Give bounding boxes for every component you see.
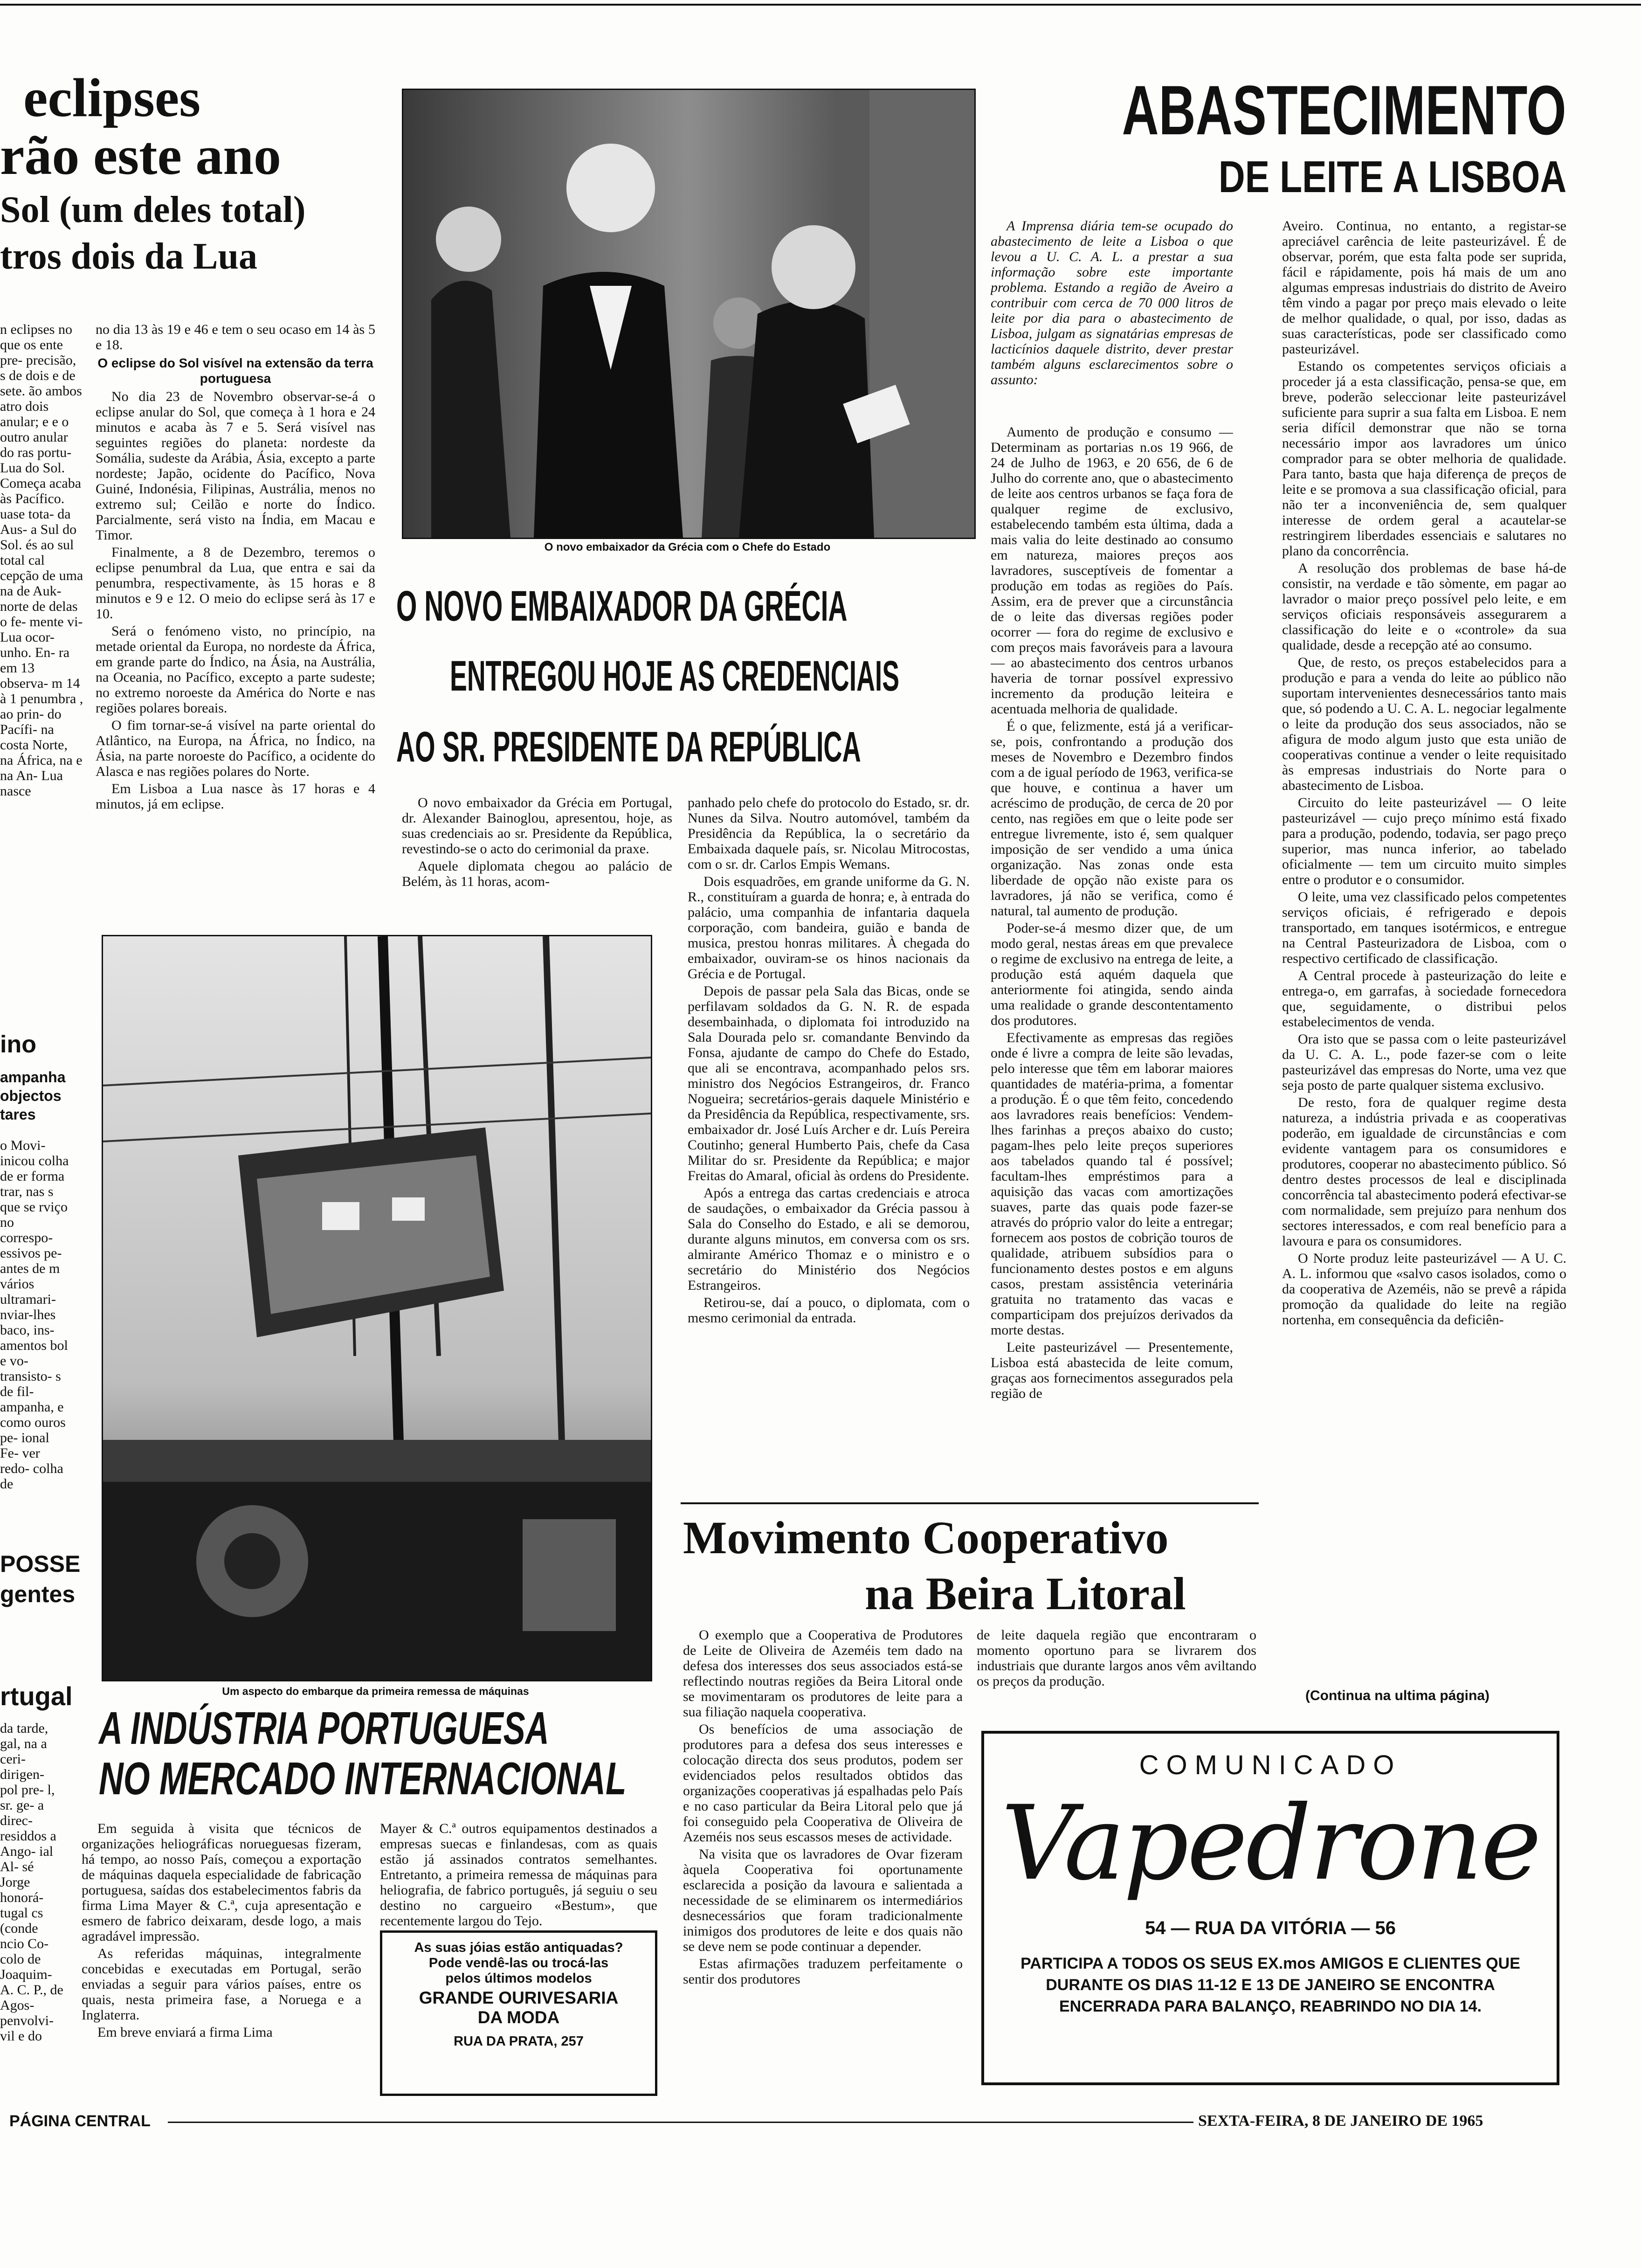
- eclipse-headline-line1: eclipses: [23, 67, 201, 128]
- milk-col2: [1282, 218, 1566, 1664]
- jewellery-ad-line1: As suas jóias estão antiquadas?: [414, 1940, 623, 1955]
- milk-col2-p9: De resto, fora de qualquer regime desta natureza, a indústria privada e as cooperativas poderão, em igualdade de circunstâncias e com evidente vantagem para os consumidores e produtores, cooperar no abastecimento público. Só dentro destes processos de leal e disciplinada concorrência tal abastecimento poderá efectivar-se com normalidade, sem prejuízo para nenhum dos sectores interessados, e com real benefício para a lavoura e para os consumidores.: [1282, 1095, 1566, 1249]
- milk-lead: [991, 218, 1233, 423]
- industry-headline-line2: NO MERCADO INTERNACIONAL: [99, 1753, 627, 1804]
- footer-rule: [168, 2122, 1193, 2123]
- milk-col2-p3: A resolução dos problemas de base há-de consistir, na verdade e tão sòmente, em pagar ao lavrador o maior preço possível pelo leite, e em serviços oficiais responsáveis assegurarem a classificação do leite e o «controle» da sua qualidade, desde a recepção até ao consumo.: [1282, 560, 1566, 653]
- milk-col2-p10: O Norte produz leite pasteurizável — A U. C. A. L. informou que «salvo casos isolados, como o da cooperativa de Azeméis, não se prevê a rápida promoção da qualidade do leite na região nortenha, em consequência da deficiên-: [1282, 1251, 1566, 1328]
- greek-col2-p4: Após a entrega das cartas credenciais e atroca de saudações, o embaixador da Grécia passou à Sala do Conselho do Estado, e ali se demorou, durante alguns minutos, em conversa com os srs. almirante Américo Thomaz e o ministro e o secretário do Ministério dos Negócios Estrangeiros.: [688, 1185, 970, 1293]
- coop-headline-line1: Movimento Cooperativo: [683, 1512, 1169, 1563]
- industry-col1-p1: Em seguida à visita que técnicos de organizações heliográficas norueguesas fizeram, há tempo, ao nosso País, começou a exportação de máquinas daquela especialidade de fabricação portuguesa, saídas dos estabelecimentos fabris da firma Lima Mayer & C.ª, cuja apresentação e esmero de fabrico deixaram, desde logo, a mais agradável impressão.: [82, 1821, 361, 1944]
- eclipse-col1-text: n eclipses no que os ente pre- precisão, s de dois e de sete. ão ambos atro dois anular; e e o outro anular do ras portu- Lua do Sol. Começa acaba às Pacífico. uase tota- da Aus- a Sul do Sol. és ao sul total cal cepção de uma na de Auk- norte de delas o fe- mente vi- Lua ocor- unho. En- ra em 13 observa- m 14 à 1 penumbra , ao prin- do Pacífi- na costa Norte, na África, na e na An- Lua nasce: [0, 322, 83, 799]
- left-sub-campanha: ampanha objectos tares: [0, 1069, 66, 1123]
- greek-headline: [392, 569, 970, 793]
- jewellery-ad-line6: RUA DA PRATA, 257: [454, 2034, 584, 2049]
- footer-left: PÁGINA CENTRAL: [9, 2112, 151, 2130]
- coop-col2-p1: de leite daquela região que encontraram o momento oportuno para se livrarem dos industriais que durante largos anos vêm aviltando os preços da produção.: [977, 1627, 1256, 1689]
- coop-top-rule: [681, 1502, 1259, 1504]
- industry-col2-p1: Mayer & C.ª outros equipamentos destinados a empresas suecas e finlandesas, com as quais estão já assinados contratos semelhantes. Entretanto, a primeira remessa de máquinas para heliografia, de fabrico português, já seguiu o seu destino no cargueiro «Bestum», que recentemente largou do Tejo.: [380, 1821, 657, 1928]
- greek-col1-p2: Aquele diplomata chegou ao palácio de Belém, às 11 horas, acom-: [402, 858, 672, 889]
- footer-right: SEXTA-FEIRA, 8 DE JANEIRO DE 1965: [1198, 2112, 1483, 2130]
- eclipse-headline-line4: tros dois da Lua: [0, 236, 258, 277]
- eclipse-col2-p5: O fim tornar-se-á visível na parte oriental do Atlântico, na Europa, na África, no Índico, na Ásia, na parte noroeste do Pacífico, a ocidente do Alasca e nas regiões polares do Norte.: [96, 718, 375, 779]
- eclipse-headline: [0, 67, 392, 279]
- eclipse-headline-line2: rão este ano: [0, 125, 281, 186]
- eclipse-col2-p2: No dia 23 de Novembro observar-se-á o eclipse anular do Sol, que começa à 1 hora e 24 minutos e acaba às 7 e 5. Será visível nas seguintes regiões do planeta: nordeste da Somália, sudeste da Arábia, Ásia, excepto a parte nordeste; Japão, ocidente do Pacífico, Nova Guiné, Indonésia, Filipinas, Austrália, menos no extremo sul; Ceilão e norte do Índico. Parcialmente, será visto na Índia, em Macau e Timor.: [96, 389, 375, 543]
- milk-headline: [979, 70, 1566, 210]
- comunicado-brand: Vapedrone: [1001, 1784, 1540, 1903]
- coop-col1-p3: Na visita que os lavradores de Ovar fizeram àquela Cooperativa foi oportunamente esclarecida a posição da lavoura e salientada a necessidade de se eliminarem os intermediários desnecessários que foram tradicionalmente inimigos dos produtores de leite e dos quais não se deve nem se pode continuar a depender.: [683, 1846, 963, 1954]
- milk-col1-p4: Efectivamente as empresas das regiões onde é livre a compra de leite são levadas, pelo interesse que têm em laborar maiores quantidades de matéria-prima, a fomentar a produção. É o que têm feito, concedendo aos lavradores reais benefícios: Vendem-lhes farinhas a preços abaixo do custo; pagam-lhes pelo leite preços superiores aos tabelados quando tal é possível; facultam-lhes empréstimos para a aquisição das vacas com amortizações suaves, parte das quais pode fazer-se através do próprio valor do leite a entregar; fornecem aos postos de cobrição touros de qualidade, atribuem subsídios para o funcionamento destes postos e em alguns casos, prestam assistência veterinária gratuita no tratamento das vacas e comparticipam dos prejuízos derivados da morte destas.: [991, 1030, 1233, 1338]
- milk-col1-p3: Poder-se-á mesmo dizer que, de um modo geral, nestas áreas em que prevalece o regime de exclusivo na entrega de leite, a produção está aquém daquela que anteriormente foi atingida, sendo ainda uma realidade o grande descontentamento dos produtores.: [991, 920, 1233, 1028]
- coop-headline: [683, 1511, 1261, 1627]
- jewellery-ad-line5: DA MODA: [477, 2008, 560, 2027]
- milk-headline-line1: ABASTECIMENTO: [1122, 71, 1566, 149]
- left-body-1: [0, 1138, 70, 1520]
- greek-headline-line1: O NOVO EMBAIXADOR DA GRÉCIA: [396, 582, 848, 630]
- greek-col2-p5: Retirou-se, daí a pouco, o diplomata, com o mesmo cerimonial da entrada.: [688, 1295, 970, 1326]
- top-rule: [0, 4, 1641, 6]
- industry-col1-p2: As referidas máquinas, integralmente concebidas e executadas em Portugal, serão enviadas a seguir para vários países, entre os quais, nesta primeira fase, a Noruega e a Inglaterra.: [82, 1946, 361, 2023]
- milk-col2-p2: Estando os competentes serviços oficiais a proceder já a esta classificação, pensa-se que, em breve, poderão seleccionar leite pasteurizável suficiente para suprir a sua falta em Lisboa. E nem seria difícil demonstrar que não se torna necessário impor aos lavradores um único comprador para se obter melhoria de qualidade. Para tanto, basta que haja diferença de preços de leite e se promova a sua classificação oficial, para não ter a inconveniência de, sem qualquer interesse de ordem geral a acautelar-se restringirem liberdades essenciais e salutares no plano da concorrência.: [1282, 359, 1566, 559]
- milk-col1-p1: Aumento de produção e consumo — Determinam as portarias n.os 19 966, de 24 de Julho de 1963, e 20 656, de 6 de Julho do corrente ano, que o abastecimento de leite aos centros urbanos se faça fora de qualquer regime de exclusivo, estabelecendo também esta última, dada a mais valia do leite destinado ao consumo em natureza, maiores preços aos lavradores, susceptíveis de fomentar a produção em todas as regiões do País. Assim, era de prever que a circunstância de o leite das diversas regiões poder ocorrer — fora do regime de exclusivo e com preços mais favoráveis para a lavoura — ao abastecimento dos centros urbanos haveria de tornar possível expressivo incremento da produção leiteira e acentuada melhoria de qualidade.: [991, 424, 1233, 717]
- industry-headline-line1: A INDÚSTRIA PORTUGUESA: [99, 1702, 549, 1754]
- eclipse-subhead: O eclipse do Sol visível na extensão da terra portuguesa: [97, 356, 373, 386]
- greek-photo-caption: O novo embaixador da Grécia com o Chefe do Estado: [544, 541, 831, 553]
- greek-col2: [688, 795, 970, 1452]
- greek-ambassador-photo-art: [403, 90, 974, 538]
- milk-col1-p2: É o que, felizmente, está já a verificar-se, pois, confrontando a produção dos meses de Novembro e Dezembro findos com a de igual período de 1963, verifica-se que houve, e continua a haver um acréscimo de produção, de cerca de 20 por cento, nas regiões em que o leite pode ser entregue livremente, isto é, sem qualquer imposição de ser vendido a uma única organização. Nas zonas onde esta liberdade de opção não existe para os lavradores, já não se verifica, como é natural, tal aumento de produção.: [991, 719, 1233, 919]
- coop-col2: [977, 1627, 1256, 1735]
- milk-headline-line2: DE LEITE A LISBOA: [1218, 152, 1566, 202]
- comunicado-ad: [981, 1731, 1559, 2085]
- coop-col1: [683, 1627, 963, 2098]
- left-heading-ino: ino: [0, 1031, 36, 1058]
- greek-headline-line2: ENTREGOU HOJE AS CREDENCIAIS: [450, 652, 900, 700]
- milk-col1-p5: Leite pasteurizável — Presentemente, Lisboa está abastecida de leite comum, graças aos fornecimentos assegurados pela região de: [991, 1340, 1233, 1401]
- greek-col2-p2: Dois esquadrões, em grande uniforme da G. N. R., constituíram a guarda de honra; e, à entrada do palácio, uma companhia de infantaria daquela corporação, com bandeira, guião e banda de musica, prestou honras militares. À chegada do embaixador, ouviram-se os hinos nacionais da Grécia e de Portugal.: [688, 874, 970, 982]
- comunicado-address: 54 — RUA DA VITÓRIA — 56: [1145, 1918, 1396, 1938]
- milk-lead-text: A Imprensa diária tem-se ocupado do abastecimento de leite a Lisboa o que levou a U. C. A. L. a prestar a sua informação sobre este importante problema. Estando a região de Aveiro a contribuir com cerca de 70 000 litros de leite por dia para o abastecimento de Lisboa, julgam as signatárias empresas de lacticínios daquele distrito, dever prestar também alguns esclarecimentos sobre o assunto:: [991, 218, 1233, 387]
- coop-col1-p1: O exemplo que a Cooperativa de Produtores de Leite de Oliveira de Azeméis tem dado na defesa dos interesses dos seus associados está-se reflectindo noutras regiões da Beira Litoral onde se movimentaram os produtores de leite para a sua filiação naquela cooperativa.: [683, 1627, 963, 1720]
- left-heading-posse: POSSE: [0, 1551, 81, 1577]
- left-sub-agentes: gentes: [0, 1581, 76, 1607]
- milk-continua: (Continua na ultima página): [1305, 1688, 1489, 1703]
- eclipse-col2: [96, 322, 375, 919]
- eclipse-col2-p1: no dia 13 às 19 e 46 e tem o seu ocaso em 14 às 5 e 18.: [96, 322, 375, 353]
- left-heading-portugal: rtugal: [0, 1681, 73, 1711]
- milk-col1: [991, 424, 1233, 1487]
- machinery-photo-art: [103, 936, 651, 1680]
- milk-col2-p1: Aveiro. Continua, no entanto, a registar-se apreciável carência de leite pasteurizável. É de observar, porém, que esta falta pode ser suprida, fácil e rápidamente, pois há mais de um ano algumas empresas industriais do distrito de Aveiro têm vindo a pagar por preço mais elevado o leite de melhor qualidade, o qual, por isso, dadas as suas características, pode ser classificado como pasteurizável.: [1282, 218, 1566, 357]
- greek-col2-p1: panhado pelo chefe do protocolo do Estado, sr. dr. Nunes da Silva. Noutro automóvel, também da Presidência da República, la o secretário da Embaixada daquele país, sr. Nicolau Mitrocostas, com o sr. dr. Carlos Empis Wemans.: [688, 795, 970, 872]
- industry-col2: [380, 1821, 657, 1928]
- eclipse-col2-p4: Será o fenómeno visto, no princípio, na metade oriental da Europa, no nordeste da África, em grande parte do Índico, na Ásia, na Austrália, na Oceania, no Pacífico, excepto a parte sudeste; no extremo noroeste da América do Norte e nas regiões polares boreais.: [96, 623, 375, 716]
- eclipse-col2-p6: Em Lisboa a Lua nasce às 17 horas e 4 minutos, já em eclipse.: [96, 781, 375, 812]
- coop-col1-p2: Os benefícios de uma associação de produtores para a defesa dos seus interesses e colocação directa dos seus produtos, podem ser evidenciados pelos resultados obtidos das organizações cooperativas já espalhadas pelo País e no caso particular da Beira Litoral pelo que já foi conseguido pela Cooperativa de Oliveira de Azeméis nos seus escassos meses de actividade.: [683, 1722, 963, 1845]
- greek-col1-p1: O novo embaixador da Grécia em Portugal, dr. Alexander Bainoglou, apresentou, hoje, as suas credenciais ao sr. Presidente da República, revestindo-se o acto do cerimonial da praxe.: [402, 795, 672, 857]
- eclipse-col1: [0, 322, 84, 1003]
- greek-col2-p3: Depois de passar pela Sala das Bicas, onde se perfilavam soldados da G. N. R. de espada desembainhada, o diplomata foi introduzido na Sala Dourada pelo sr. comandante Benvindo da Fonsa, ajudante de campo do Chefe do Estado, que ali se encontrava, acompanhado pelos srs. ministro dos Negócios Estrangeiros, dr. Franco Nogueira; secretários-gerais daquele Ministério e da Presidência da República, respectivamente, srs. embaixador dr. José Luís Archer e dr. Luís Pereira Coutinho; general Humberto Pais, chefe da Casa Militar do sr. Presidente da República; e major Freitas do Amaral, oficial às ordens do Presidente.: [688, 983, 970, 1183]
- coop-headline-line2: na Beira Litoral: [865, 1568, 1186, 1619]
- left-body-1-text: o Movi- inicou colha de er forma trar, nas s que se rviço no correspo- essivos pe- antes de m vários ultramari- nviar-lhes baco, ins- amentos bol e vo- transisto- s de fil- ampanha, e como ouros pe- ional Fe- ver redo- colha de: [0, 1138, 69, 1492]
- left-body-3-text: da tarde, gal, na a ceri- dirigen- pol pre- l, sr. ge- a direc- residdos a Ango- ial Al- sé Jorge honorá- tugal cs (conde ncio Co- colo de Joaquim- A. C. P., de Agos- penvolvi- vil e do: [0, 1721, 63, 2044]
- milk-col2-p6: O leite, uma vez classificado pelos competentes serviços oficiais, é refrigerado e depois transportado, em tanques isotérmicos, e entregue na Central Pasteurizadora de Lisboa, com o respectivo certificado de classificação.: [1282, 889, 1566, 966]
- industry-col1-p3: Em breve enviará a firma Lima: [97, 2025, 273, 2040]
- left-body-3: [0, 1721, 65, 2098]
- milk-col2-p5: Circuito do leite pasteurizável — O leite pasteurizável — cujo preço mínimo está fixado para a produção, podendo, todavia, ser pago preço superior, mas nunca inferior, ao tabelado oficialmente — tem um circuito muito simples entre o produtor e o consumidor.: [1282, 795, 1566, 887]
- milk-col2-p4: Que, de resto, os preços estabelecidos para a produção e para a venda do leite ao público não suportam intervenientes desnecessários tanto mais que, só podendo a U. C. A. L. negociar legalmente o leite da produção dos seus associados, não se afigura de modo algum justo que esta união de cooperativas continue a vender o leite requisitado às empresas industriais do Norte para o abastecimento de Lisboa.: [1282, 655, 1566, 793]
- machinery-photo-caption: Um aspecto do embarque da primeira remessa de máquinas: [222, 1685, 529, 1697]
- greek-headline-line3: AO SR. PRESIDENTE DA REPÚBLICA: [396, 723, 861, 771]
- industry-headline: [93, 1702, 676, 1814]
- industry-col1: [82, 1821, 361, 2101]
- jewellery-ad-line2: Pode vendê-las ou trocá-las: [428, 1956, 609, 1971]
- machinery-photo: [102, 935, 652, 1681]
- jewellery-ad-line3: pelos últimos modelos: [445, 1971, 592, 1986]
- greek-col1: [402, 795, 672, 935]
- milk-col2-p7: A Central procede à pasteurização do leite e entrega-o, em garrafas, à sociedade fornecedora que, seguidamente, o distribui pelos estabelecimentos de venda.: [1282, 968, 1566, 1030]
- comunicado-text: PARTICIPA A TODOS OS SEUS EX.mos AMIGOS E CLIENTES QUE DURANTE OS DIAS 11-12 E 13 DE JANEIRO SE ENCONTRA ENCERRADA PARA BALANÇO, REABRINDO NO DIA 14.: [1020, 1955, 1520, 2015]
- jewellery-ad-line4: GRANDE OURIVESARIA: [419, 1988, 619, 2007]
- eclipse-col2-p3: Finalmente, a 8 de Dezembro, teremos o eclipse penumbral da Lua, que entra e sai da penumbra, respectivamente, às 15 horas e 8 minutos e 9 e 12. O meio do eclipse será às 17 e 10.: [96, 545, 375, 622]
- greek-ambassador-photo: [402, 89, 976, 539]
- comunicado-title: COMUNICADO: [1139, 1750, 1402, 1780]
- coop-col1-p4: Estas afirmações traduzem perfeitamente o sentir dos produtores: [683, 1956, 963, 1987]
- jewellery-ad: [380, 1930, 657, 2096]
- milk-col2-p8: Ora isto que se passa com o leite pasteurizável da U. C. A. L., pode fazer-se com o leite pasteurizável das empresas do Norte, uma vez que seja posto de parte qualquer sistema exclusivo.: [1282, 1031, 1566, 1093]
- eclipse-headline-line3: Sol (um deles total): [0, 189, 306, 230]
